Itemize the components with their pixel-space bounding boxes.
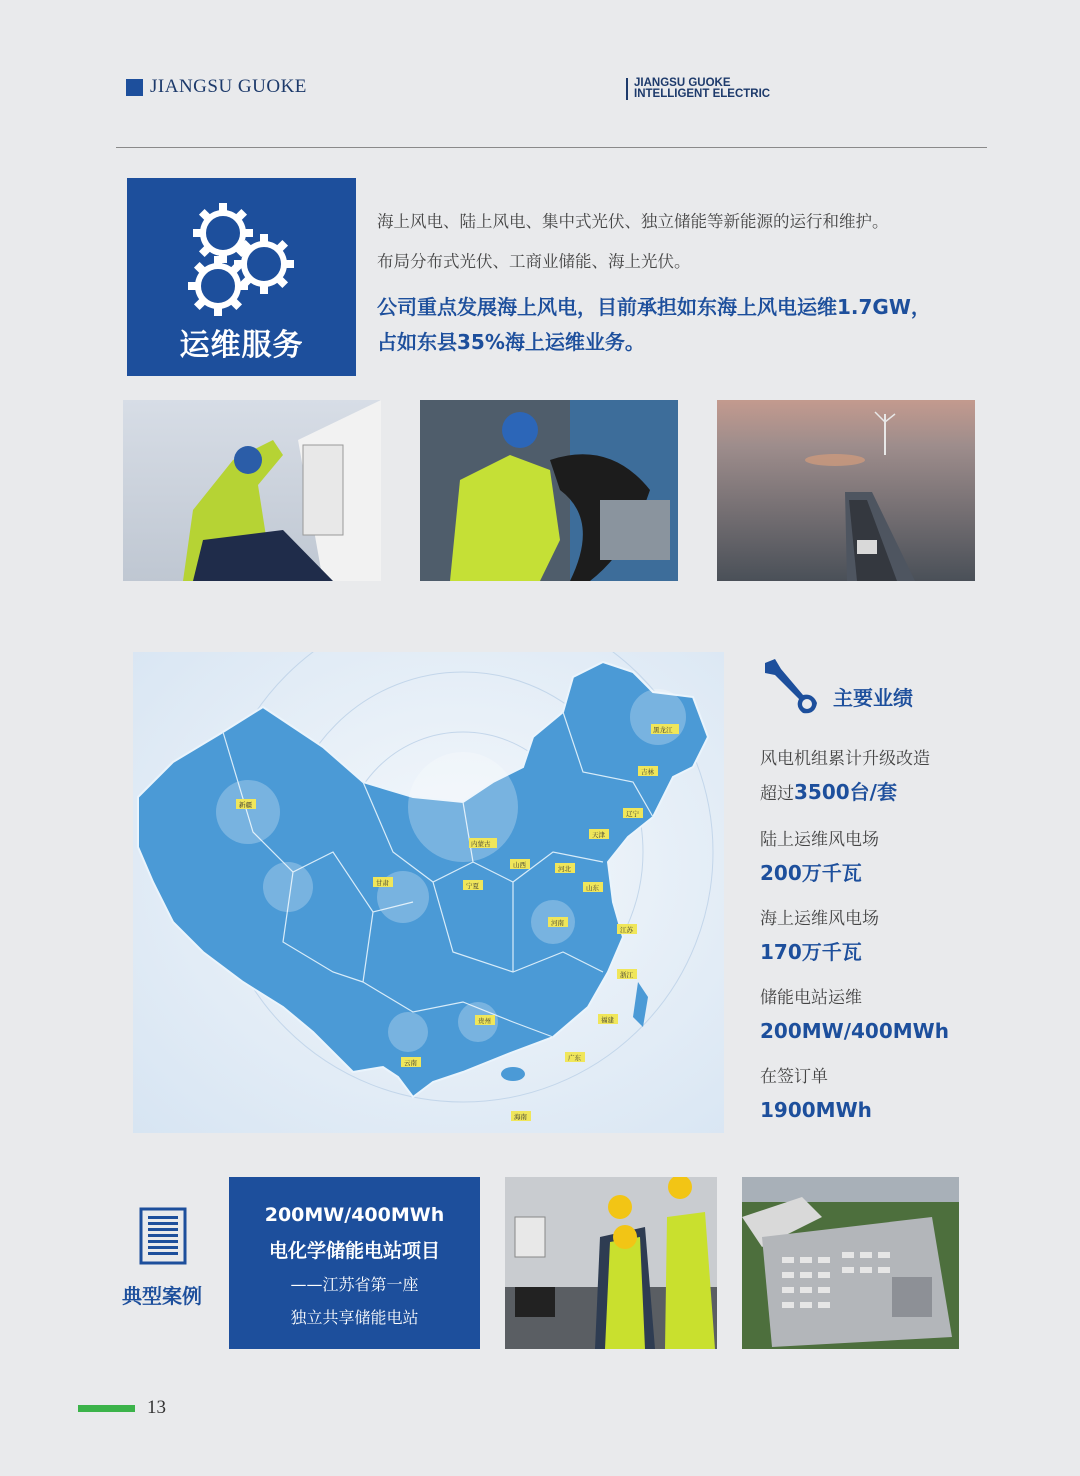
performance-value: 170万千瓦 (760, 940, 862, 964)
service-desc-line1: 海上风电、陆上风电、集中式光伏、独立储能等新能源的运行和维护。 (377, 212, 889, 231)
photo-technician-turbine (123, 400, 381, 581)
performance-value-text: 3500台/套 (794, 780, 897, 804)
map-text-zhejiang: 浙江 (620, 971, 633, 979)
map-text-jiangsu: 江苏 (620, 926, 633, 934)
case-line3: ——江苏省第一座 (290, 1275, 419, 1294)
map-text-guangdong: 广东 (568, 1054, 581, 1062)
map-text-xinjiang: 新疆 (239, 801, 252, 809)
performance-label: 风电机组累计升级改造 (760, 749, 930, 769)
performance-title: 主要业绩 (833, 685, 913, 710)
performance-value: 1900MWh (760, 1098, 872, 1122)
wrench-icon (757, 655, 819, 717)
brand-left-text: JIANGSU GUOKE (150, 76, 307, 97)
map-text-gansu: 甘肃 (376, 879, 389, 887)
performance-item (760, 902, 1050, 968)
brand-right-line2: INTELLIGENT ELECTRIC (634, 88, 771, 100)
performance-item (760, 742, 1050, 810)
performance-label: 在签订单 (760, 1067, 828, 1087)
performance-list (760, 742, 1050, 1139)
photo-storage-station-aerial (742, 1177, 959, 1349)
brand-square-icon (126, 79, 143, 96)
photo-offshore-wind-sunrise (717, 400, 975, 581)
map-text-shanxi: 山西 (513, 861, 526, 869)
performance-item (760, 1060, 1050, 1126)
map-text-heilongjiang: 黑龙江 (653, 726, 673, 734)
map-text-henan: 河南 (551, 919, 564, 927)
map-text-fujian: 福建 (601, 1016, 614, 1024)
photo-technician-cabin (420, 400, 678, 581)
map-text-tianjin: 天津 (592, 831, 605, 839)
service-highlight-line2: 占如东县35%海上运维业务。 (377, 330, 645, 354)
service-title: 运维服务 (179, 328, 304, 363)
header-divider (116, 147, 987, 148)
map-text-yunnan: 云南 (404, 1059, 417, 1067)
case-label: 典型案例 (122, 1284, 202, 1308)
footer-accent-bar (78, 1405, 135, 1412)
map-text-ningxia: 宁夏 (466, 882, 479, 890)
service-card (127, 178, 356, 376)
map-text-shandong: 山东 (586, 884, 599, 892)
map-text-hainan: 海南 (514, 1113, 527, 1121)
performance-item (760, 981, 1050, 1047)
case-line4: 独立共享储能电站 (290, 1308, 419, 1327)
map-text-jilin: 吉林 (641, 768, 654, 776)
performance-value: 200万千瓦 (760, 861, 862, 885)
map-text-guizhou: 贵州 (478, 1017, 491, 1025)
page-number: 13 (147, 1397, 166, 1418)
service-desc-line2: 布局分布式光伏、工商业储能、海上光伏。 (377, 252, 691, 271)
map-text-hebei: 河北 (558, 865, 571, 873)
map-text-liaoning: 辽宁 (626, 810, 639, 818)
brand-right-line1: JIANGSU GUOKE (634, 77, 731, 89)
performance-prefix: 超过 (760, 784, 794, 804)
service-highlight-line1: 公司重点发展海上风电，目前承担如东海上风电运维1.7GW， (377, 295, 931, 319)
map-text-neimenggu: 内蒙古 (471, 840, 491, 848)
header-brand-right (626, 78, 770, 100)
service-highlight (377, 290, 931, 360)
header-brand (126, 76, 307, 98)
performance-item (760, 823, 1050, 889)
performance-label: 陆上运维风电场 (760, 830, 879, 850)
photo-control-room (505, 1177, 717, 1349)
case-line1: 200MW/400MWh (264, 1204, 445, 1226)
performance-value: 200MW/400MWh (760, 1019, 949, 1043)
gears-icon (127, 178, 356, 328)
performance-label: 海上运维风电场 (760, 909, 879, 929)
document-icon (139, 1207, 187, 1269)
performance-value (760, 776, 1050, 810)
case-card (229, 1177, 480, 1349)
performance-label: 储能电站运维 (760, 988, 862, 1008)
case-line2: 电化学储能电站项目 (268, 1240, 440, 1262)
performance-header (757, 655, 913, 717)
china-map (133, 652, 724, 1133)
